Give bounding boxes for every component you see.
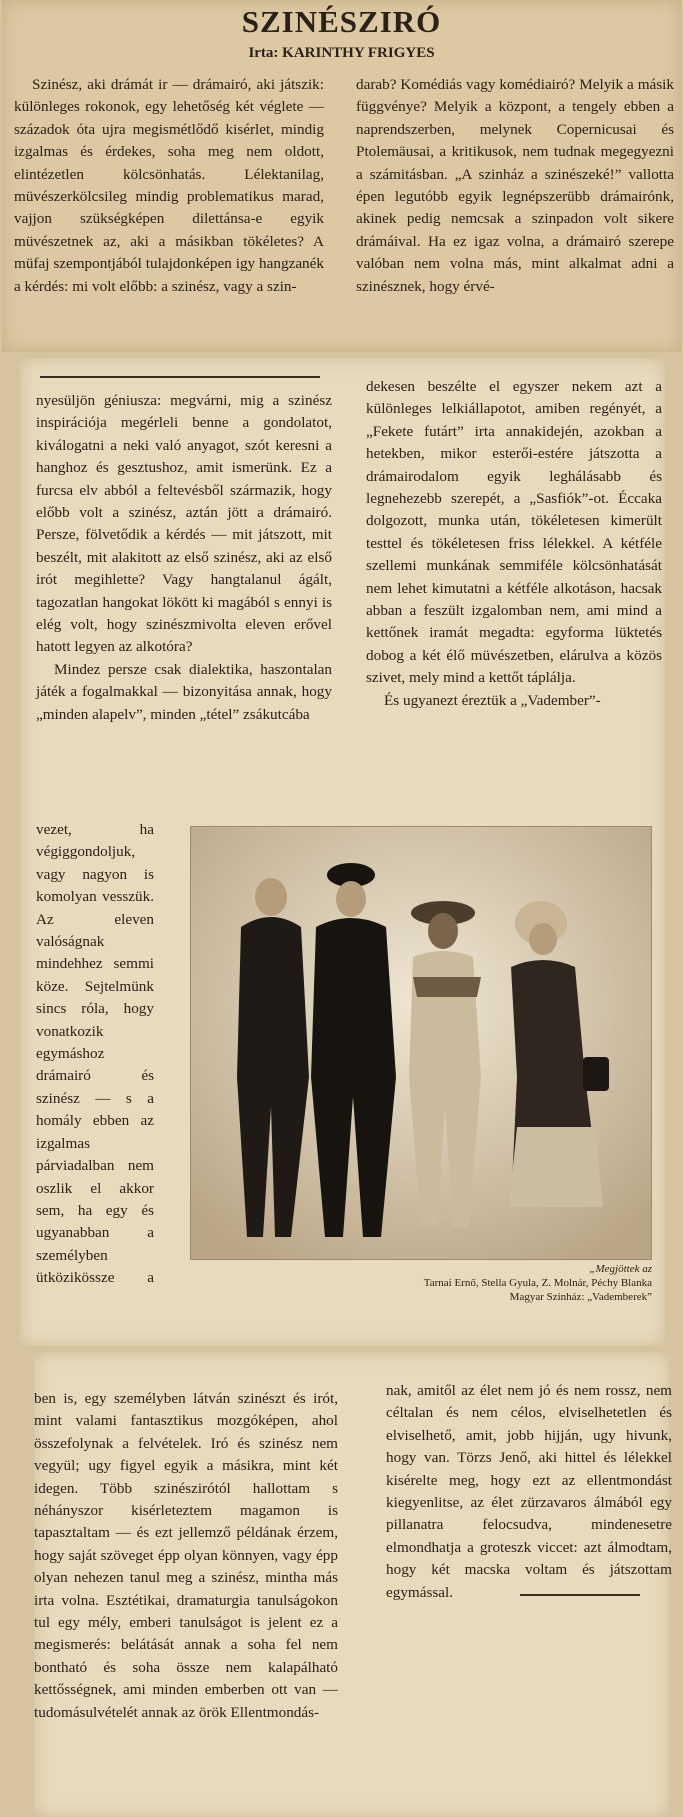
column-1-right	[356, 74, 674, 349]
paragraph: nyesüljön géniusza: megvárni, mig a szinész inspirációja megérleli benne a gondolatot, kiválogatni a neki való anyagot, szót keresni a hanghoz és gesztushoz, amit ismerünk. Ez a furcsa elv abból a feltevésből származik, hogy előbb volt a szinész, aztán jött a drámairó. Persze, fölvetődik a kérdés — mit játszott, mit beszélt, mit alakitott az első szinész, aki az első irót megihlette? Vagy hangtalanul ágált, tagozatlan hangokat lökött ki magából s ennyi is elég volt, hogy szinészmivolta eleven erővel hatott legyen az alkotóra?	[36, 392, 332, 656]
paragraph: vezet, ha végiggondoljuk, vagy nagyon is komolyan vesszük. Az eleven valóságnak mindehhez semmi köze. Sejtelmünk sincs róla, hogy vonatkozik egymáshoz drámairó és szinész — s a homály ebben az izgalmas párviadalban nem oszlik el akkor sem, ha egy és ugyanabban a személyben ütközikössze a	[36, 821, 154, 1285]
photo-caption	[250, 1262, 652, 1304]
divider-rule	[40, 376, 320, 378]
paragraph: dekesen beszélte el egyszer nekem azt a különleges lelkiállapotot, amiben regényét, a „Fekete futárt” irta annakidején, azokban a hetekben, mikor esterői-estére játszotta a drámairodalom egyik leghálásabb és legnehezebb szerepét, a „Sasfiók”-ot. Éccaka dolgozott, munka után, tökéletesen kimerült testtel és tökéletesen friss lélekkel. A kétféle szellemi munkának semmiféle kölcsönhatását nem lehet kimutatni a kétféle alkotáson, hacsak abban a feszült izgalomban nem, ami mind a kettőnek iramát megadta: egyforma lüktetés dobog a két élő müvészetben, elárulva a közös szivet, mely mind a kettőt táplálja.	[366, 378, 662, 687]
cast-photo	[190, 826, 652, 1260]
column-2-left	[36, 390, 332, 726]
cast-photo-image	[191, 827, 651, 1259]
column-3-right	[386, 1380, 672, 1604]
caption-source: Magyar Szinház: „Vademberek”	[509, 1291, 652, 1303]
end-rule	[520, 1594, 640, 1596]
article-byline: Irta: KARINTHY FRIGYES	[248, 45, 435, 61]
caption-names: Tarnai Ernő, Stella Gyula, Z. Molnár, Péchy Blanka	[423, 1277, 652, 1289]
caption-label: „Megjöttek az	[589, 1263, 652, 1275]
column-1-left	[14, 74, 324, 349]
article-title: SZINÉSZIRÓ	[241, 4, 442, 39]
paragraph: Mindez persze csak dialektika, haszontalan játék a fogalmakkal — bizonyitása annak, hogy „minden alapelv”, minden „tétel” zsákutcába	[36, 660, 332, 723]
paragraph: nak, amitől az élet nem jó és nem rossz, nem céltalan és nem célos, elviselhetetlen és elviselhető, amit, jobb hijján, ugy hivunk, hogy van. Törzs Jenő, aki hittel és lélekkel kisérelte meg, hogy ezt az ellentmondást kiegyenlitse, az élet zürzavaros álmából egy pillanatra felocsudva, mindenesetre elmondhatja a groteszk viccet: azt álmodtam, hogy két macska voltam és játszottam egymással.	[386, 1382, 672, 1601]
paragraph: ben is, egy személyben látván szinészt és irót, mint valami fantasztikus mozgóképen, ahol összefolynak a felvételek. Iró és szinész nem vegyül; ugy figyel egyik a másikra, mint két idegen. Több szinészirótól hallottam s néhányszor kisérleteztem magamon is tapasztaltam — és ezt jellemző példának érzem, hogy saját szöveget épp olyan könnyen, vagy épp olyan nehezen tanul meg a szinész, mintha más irta volna. Esztétikai, dramaturgia tanulságokon tul egy mély, emberi tanulságot is jelent ez a megismerés: belátását annak a soha fel nem bontható és soha össze nem kalapálható kettősségnek, ami minden emberben ott van — tudomásulvételét annak az örök Ellentmondás-	[34, 1390, 338, 1721]
column-3-left	[34, 1388, 338, 1724]
paragraph: És ugyanezt éreztük a „Vadember”-	[384, 691, 601, 709]
paragraph: darab? Komédiás vagy komédiairó? Melyik a másik függvénye? Melyik a központ, a tengely ebben a naprendszerben, melynek Copernicusai és Ptolemäusai, a kritikusok, nem tudnak megegyezni a számitásban. „A szinház a szinészeké!” vallotta épen legutóbb egyik legnépszerübb drámairónk, akinek pedig nemcsak a szinpadon volt sikere drámáival. Ha ez igaz volna, a drámairó szerepe valóban nem volna más, mint alkalmat adni a szinésznek, hogy érvé-	[356, 76, 674, 295]
paragraph: Szinész, aki drámát ir — drámairó, aki játszik: különleges rokonok, egy lehetőség két véglete — századok óta ujra megismétlődő kisérlet, mindig izgalmas és érdekes, soha meg nem oldott, elintézetlen kölcsönhatás. Lélektanilag, müvészerkölcsileg mindig problematikus marad, vajjon szükségképen dilettánsa-e egyik müvészetnek az, aki a másikban tökéletes? A müfaj szempontjából tulajdonképen igy hangzanék a kérdés: mi volt előbb: a szinész, vagy a szin-	[14, 76, 324, 295]
column-2-right	[366, 376, 662, 712]
column-2-narrow	[36, 819, 154, 1285]
